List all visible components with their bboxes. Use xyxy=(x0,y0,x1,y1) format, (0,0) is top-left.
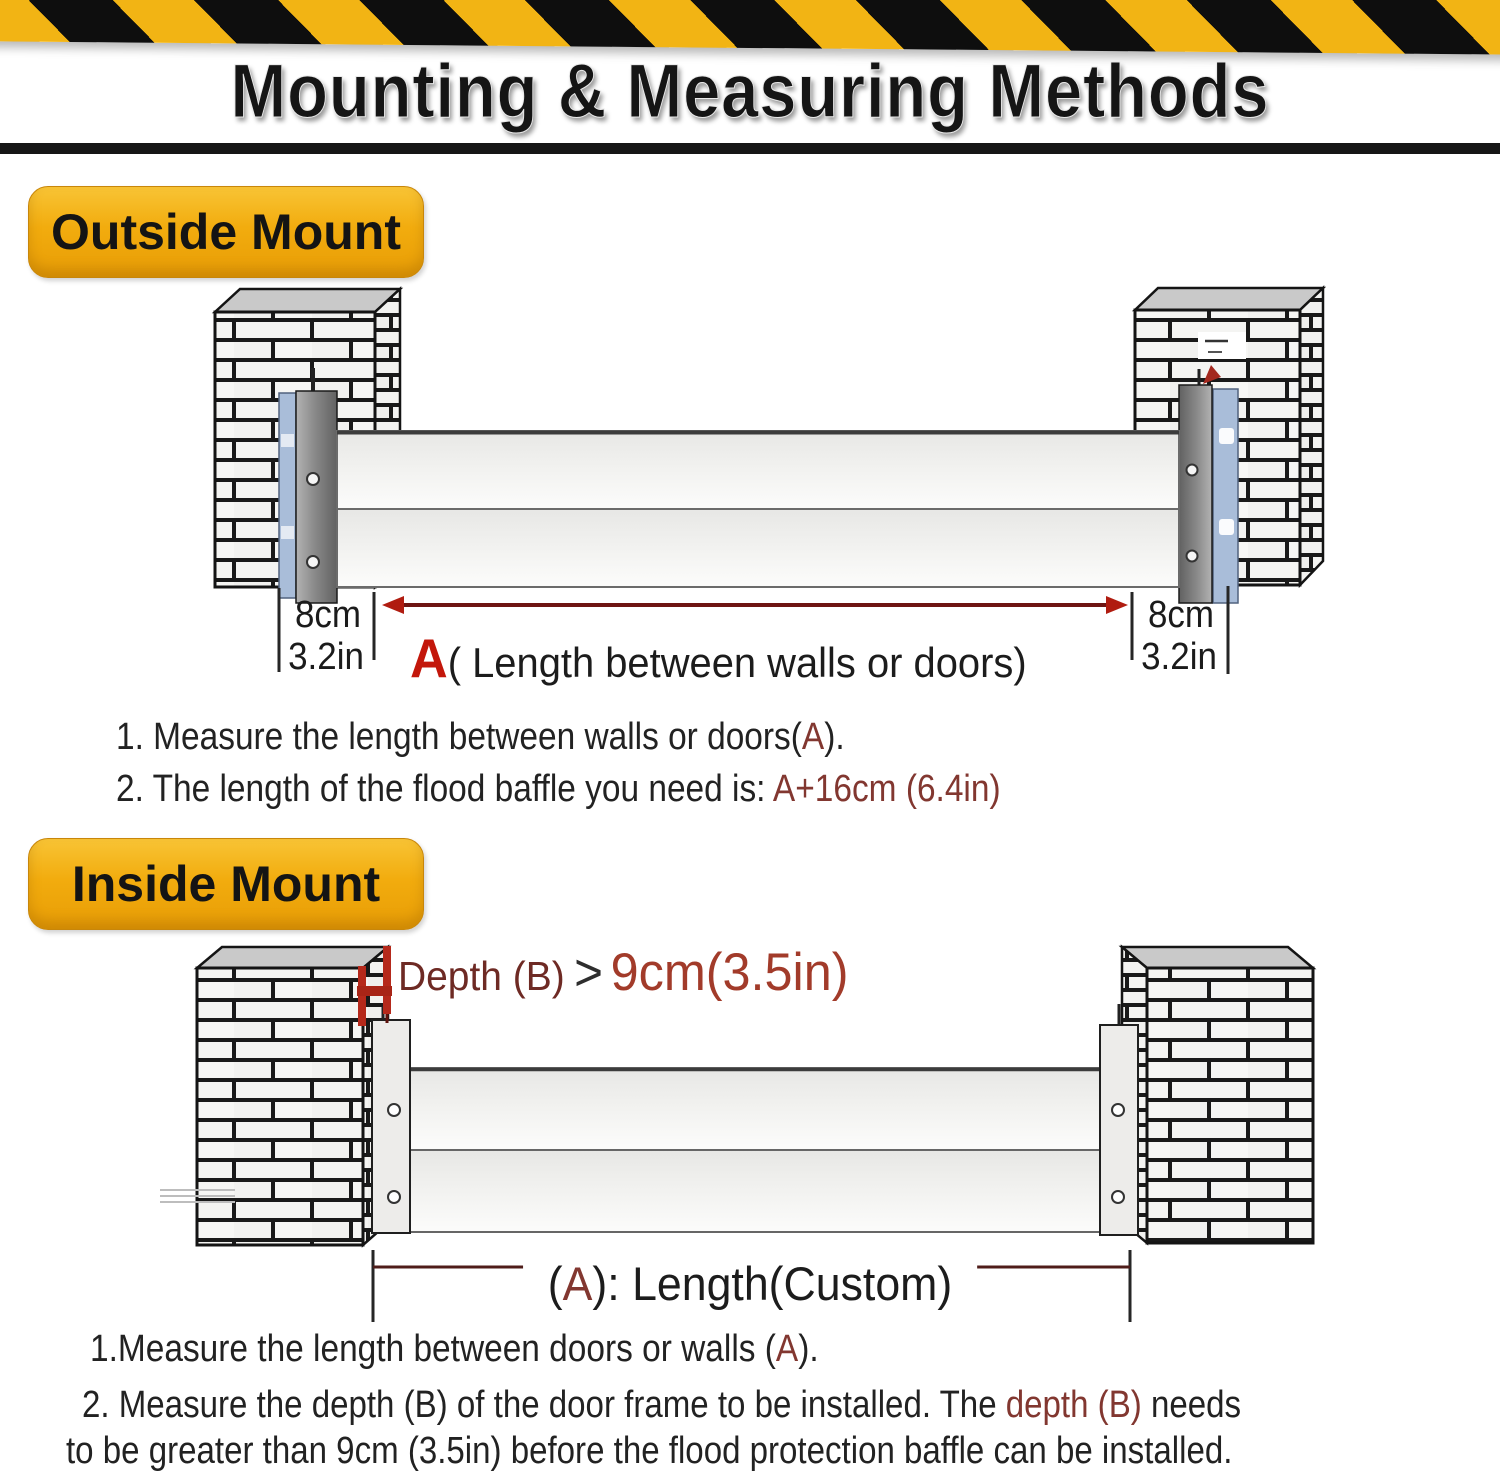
outside-right-dim-cm: 8cm xyxy=(1147,594,1215,636)
inside-step-2-line-1: 2. Measure the depth (B) of the door frame to be installed. The depth (B) needs xyxy=(82,1384,1242,1426)
inside-left-bracket xyxy=(372,1006,410,1233)
outside-left-seal-strip xyxy=(279,393,296,598)
inside-step-2-line-2: to be greater than 9cm (3.5in) before the flood protection baffle can be installed. xyxy=(66,1430,1233,1472)
inside-left-pillar xyxy=(160,947,388,1245)
outside-step-2: 2. The length of the flood baffle you need is: A+16cm (6.4in) xyxy=(116,768,1001,810)
dimension-a-letter: A xyxy=(410,627,448,689)
tape-hook-notch xyxy=(1198,332,1246,359)
outside-left-dim-in: 3.2in xyxy=(288,636,364,678)
inside-flood-barrier xyxy=(410,1068,1100,1232)
dimension-a-letter: A xyxy=(562,1257,593,1310)
greater-than-symbol: > xyxy=(574,944,604,1002)
outside-left-bracket xyxy=(296,368,337,603)
outside-span-label: A( Length between walls or doors) xyxy=(410,627,1027,689)
length-arrow-icon xyxy=(382,596,1128,614)
outside-right-dim-in: 3.2in xyxy=(1141,636,1217,678)
inside-step-1: 1.Measure the length between doors or walls (A). xyxy=(90,1328,819,1370)
depth-requirement-label: Depth (B) > 9cm(3.5in) xyxy=(398,943,849,1002)
outside-left-dim-cm: 8cm xyxy=(294,594,362,636)
inside-length-label: (A): Length(Custom) xyxy=(523,1256,977,1311)
inside-mount-badge: Inside Mount xyxy=(28,838,424,930)
outside-step-1: 1. Measure the length between walls or doors(A). xyxy=(116,716,845,758)
outside-right-seal-strip xyxy=(1213,389,1238,603)
outside-mount-badge: Outside Mount xyxy=(28,186,424,278)
outside-flood-barrier xyxy=(337,431,1179,587)
inside-right-pillar xyxy=(1122,947,1313,1243)
page-title: Mounting & Measuring Methods xyxy=(230,49,1270,134)
inside-right-bracket xyxy=(1100,1004,1138,1235)
